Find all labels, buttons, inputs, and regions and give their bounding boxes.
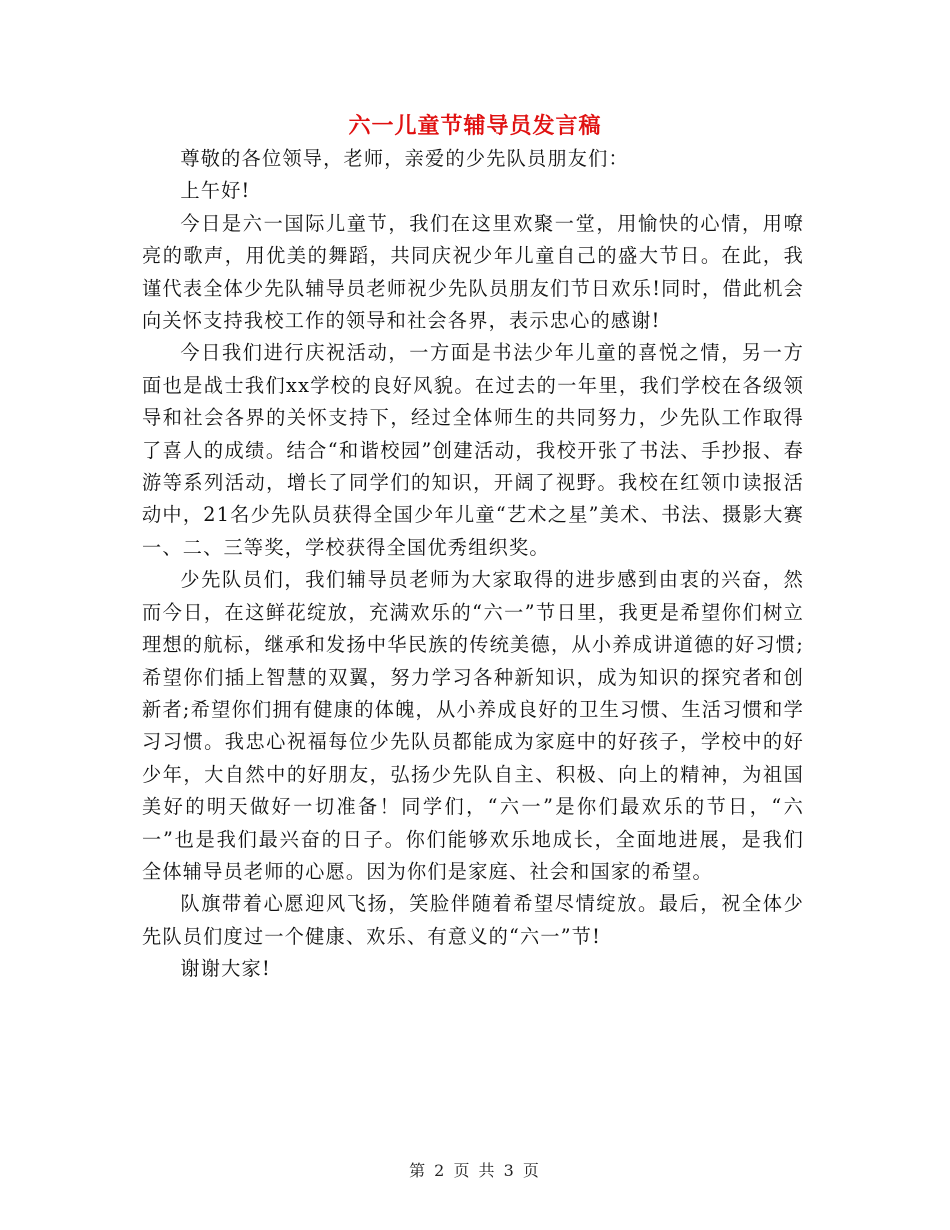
document-body xyxy=(142,143,804,986)
paragraph-intro: 今日是六一国际儿童节，我们在这里欢聚一堂，用愉快的心情，用嘹亮的歌声，用优美的舞蹈，共同庆祝少年儿童自己的盛大节日。在此，我谨代表全体少先队辅导员老师祝少先队员朋友们节日欢乐!同时，借此机会向关怀支持我校工作的领导和社会各界，表示忠心的感谢! xyxy=(142,211,804,333)
paragraph-thanks: 谢谢大家! xyxy=(180,957,271,981)
paragraph-hopes: 少先队员们，我们辅导员老师为大家取得的进步感到由衷的兴奋，然而今日，在这鲜花绽放，充满欢乐的“六一”节日里，我更是希望你们树立理想的航标，继承和发扬中华民族的传统美德，从小养成讲道德的好习惯;希望你们插上智慧的双翼，努力学习各种新知识，成为知识的探究者和创新者;希望你们拥有健康的体魄，从小养成良好的卫生习惯、生活习惯和学习习惯。我忠心祝福每位少先队员都能成为家庭中的好孩子，学校中的好少年，大自然中的好朋友，弘扬少先队自主、积极、向上的精神，为祖国美好的明天做好一切准备！同学们，“六一”是你们最欢乐的节日，“六一”也是我们最兴奋的日子。你们能够欢乐地成长，全面地进展，是我们全体辅导员老师的心愿。因为你们是家庭、社会和国家的希望。 xyxy=(142,568,804,883)
paragraph-good-morning: 上午好! xyxy=(180,179,251,203)
paragraph-greeting: 尊敬的各位领导，老师，亲爱的少先队员朋友们： xyxy=(180,147,629,170)
paragraph-closing: 队旗带着心愿迎风飞扬，笑脸伴随着希望尽情绽放。最后，祝全体少先队员们度过一个健康、欢乐、有意义的“六一”节! xyxy=(142,892,804,948)
page-number-footer: 第 2 页 共 3 页 xyxy=(409,1161,541,1180)
document-title: 六一儿童节辅导员发言稿 xyxy=(348,113,602,139)
paragraph-achievements: 今日我们进行庆祝活动，一方面是书法少年儿童的喜悦之情，另一方面也是战士我们xx学校的良好风貌。在过去的一年里，我们学校在各级领导和社会各界的关怀支持下，经过全体师生的共同努力，少先队工作取得了喜人的成绩。结合“和谐校园”创建活动，我校开张了书法、手抄报、春游等系列活动，增长了同学们的知识，开阔了视野。我校在红领巾读报活动中，21名少先队员获得全国少年儿童“艺术之星”美术、书法、摄影大赛一、二、三等奖，学校获得全国优秀组织奖。 xyxy=(142,341,804,559)
